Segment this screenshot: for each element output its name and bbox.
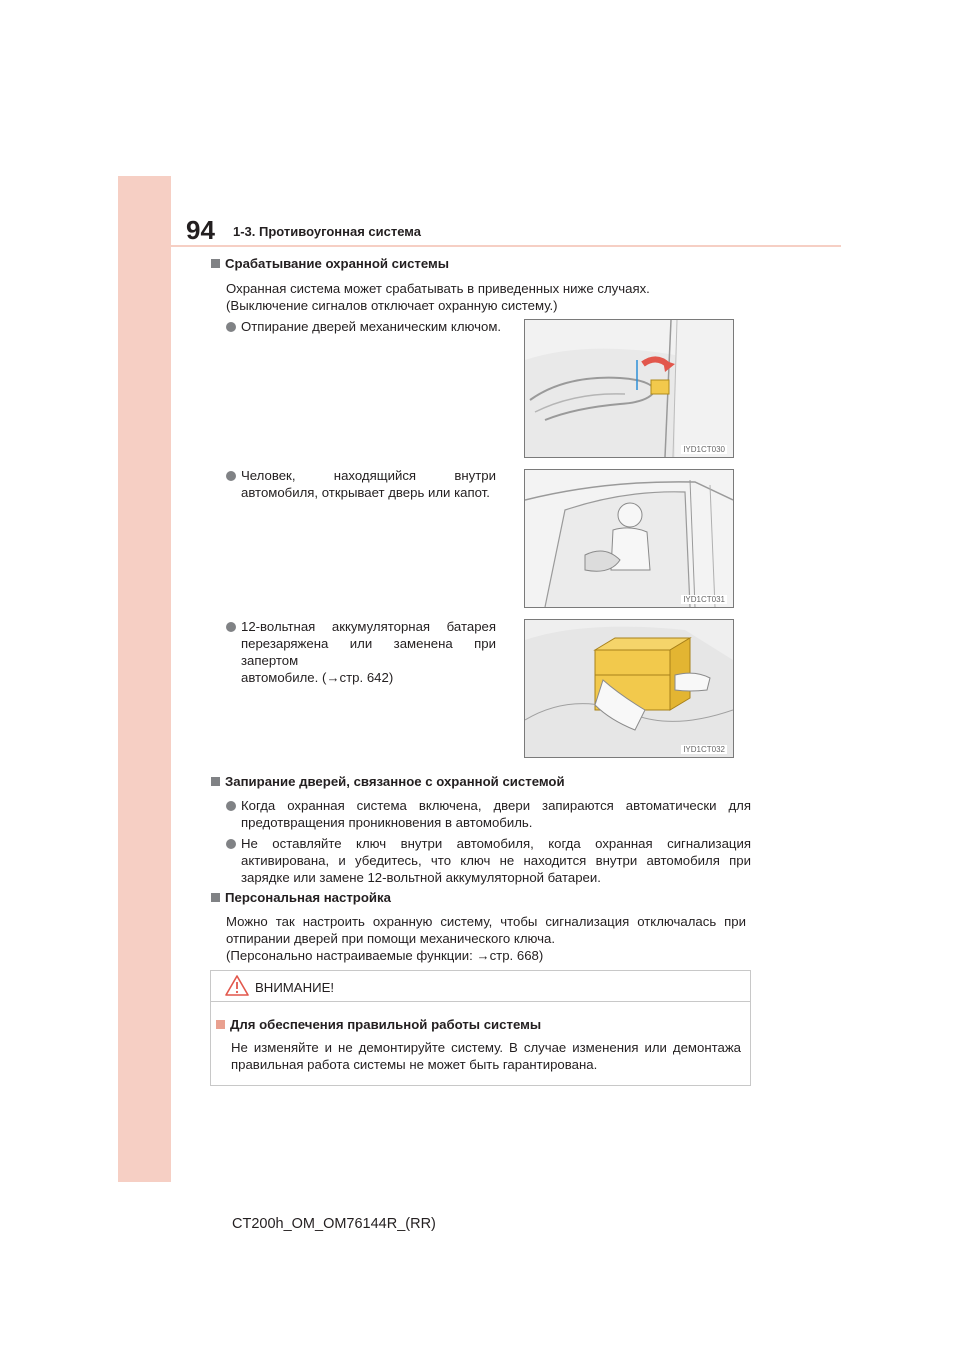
trigger-item-key-unlock: Отпирание дверей механическим ключом. [226,318,506,335]
warning-heading: Для обеспечения правильной работы системы [216,1017,541,1032]
circle-bullet-icon [226,839,236,849]
square-bullet-icon [211,259,220,268]
custom-heading: Персональная настройка [211,890,391,905]
trigger-item-battery: 12-вольтная аккумуляторная батарея перезаряжена или заменена при запертом автомобиле. (→стр. 642) [226,618,496,686]
trigger-heading: Срабатывание охранной системы [211,256,449,271]
square-bullet-icon [211,893,220,902]
warning-triangle-icon [225,975,249,996]
page-number: 94 [186,215,215,245]
circle-bullet-icon [226,622,236,632]
warning-box [210,970,751,1086]
warning-header [211,971,750,1002]
section-title: 1-3. Противоугонная система [233,224,421,239]
square-bullet-icon [216,1020,225,1029]
circle-bullet-icon [226,322,236,332]
circle-bullet-icon [226,801,236,811]
document-code-footer: CT200h_OM_OM76144R_(RR) [232,1216,436,1232]
warning-body: Не изменяйте и не демонтируйте систему. В случае изменения или демонтажа правильная работа системы не может быть гарантирована. [231,1040,741,1072]
header-divider [171,245,841,247]
warning-label: ВНИМАНИЕ! [255,980,335,995]
trigger-item-person-inside: Человек, находящийся внутри автомобиля, открывает дверь или капот. [226,467,496,501]
locking-item-key-inside: Не оставляйте ключ внутри автомобиля, когда охранная сигнализация активирована, и убедитесь, что ключ не находится внутри автомобиля при зарядке или замене 12-вольтной аккумуляторной батареи. [226,835,751,886]
figure-code: IYD1CT031 [683,595,725,604]
figure-battery-replacement [524,619,734,758]
trigger-intro: Охранная система может срабатывать в приведенных ниже случаях. (Выключение сигналов отключает охранную систему.) [226,281,650,313]
figure-code: IYD1CT030 [683,445,725,454]
locking-heading: Запирание дверей, связанное с охранной системой [211,774,565,789]
figure-code: IYD1CT032 [683,745,725,754]
figure-person-in-car [524,469,734,608]
custom-body: Можно так настроить охранную систему, чтобы сигнализация отключалась при отпирании дверей при помощи механического ключа. (Персонально настраиваемые функции: →стр. 668) [226,914,746,963]
circle-bullet-icon [226,471,236,481]
figure-door-key [524,319,734,458]
page-side-tab [118,176,171,1182]
locking-item-auto-lock: Когда охранная система включена, двери запираются автоматически для предотвращения проникновения в автомобиль. [226,797,751,831]
square-bullet-icon [211,777,220,786]
